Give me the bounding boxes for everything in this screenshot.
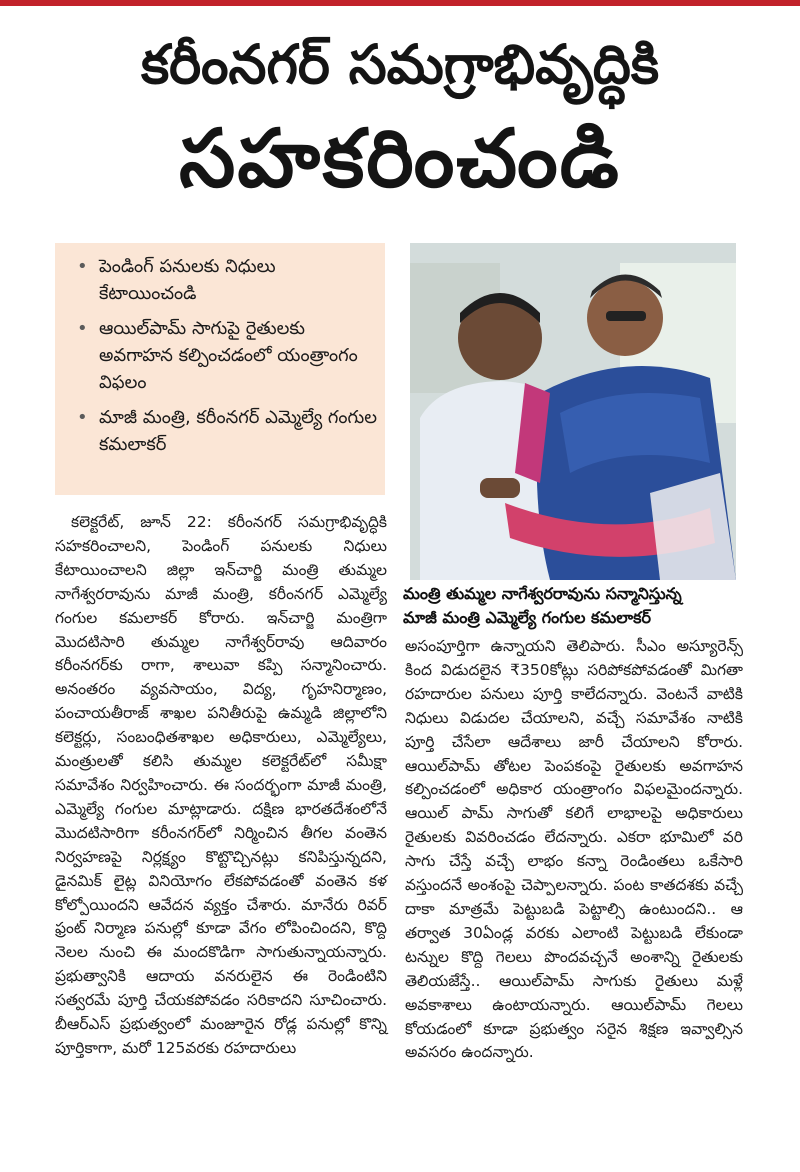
caption-line-2: మాజీ మంత్రి ఎమ్మెల్యే గంగుల కమలాకర్	[403, 608, 651, 627]
news-photo	[410, 243, 736, 580]
article-left-column: కలెక్టరేట్, జూన్ 22: కరీంనగర్ సమగ్రాభివృద్ధికి సహకరించాలని, పెండింగ్ పనులకు నిధులు కేటాయించాలని జిల్లా ఇన్‌చార్జి మంత్రి తుమ్మల నాగేశ్వరరావును మాజీ మంత్రి, కరీంనగర్ ఎమ్మెల్యే గంగుల కమలాకర్ కోరారు. ఇన్‌చార్జి మంత్రిగా మొదటిసారి తుమ్మల నాగేశ్వర్‌రావు ఆదివారం కరీంనగర్‌కు రాగా, శాలువా కప్పి సన్మానించారు. అనంతరం వ్యవసాయం, విద్య, గృహనిర్మాణం, పంచాయతీరాజ్ శాఖల పనితీరుపై ఉమ్మడి జిల్లాలోని కలెక్టర్లు, సంబంధితశాఖల అధికారులు, ఎమ్మెల్యేలు, మంత్రులతో కలిసి తుమ్మల కలెక్టరేట్‌లో సమీక్షా సమావేశం నిర్వహించారు. ఈ సందర్భంగా మాజీ మంత్రి, ఎమ్మెల్యే గంగుల మాట్లాడారు. దక్షిణ భారతదేశంలోనే మొదటిసారిగా కరీంనగర్‌లో నిర్మించిన తీగల వంతెన నిర్వహణపై నిర్లక్ష్యం కొట్టొచ్చినట్లు కనిపిస్తున్నదని, డైనమిక్ లైట్ల వినియోగం లేకపోవడంతో వంతెన కళ కోల్పోయిందని ఆవేదన వ్యక్తం చేశారు. మానేరు రివర్ ఫ్రంట్ నిర్మాణ పనుల్లో కూడా వేగం లోపించిందని, కొద్ది నెలల నుంచి ఈ మందకొడిగా సాగుతున్నాయన్నారు. ప్రభుత్వానికి ఆదాయ వనరులైన ఈ రెండింటిని సత్వరమే పూర్తి చేయకపోవడం సరికాదని సూచించారు. బీఆర్ఎస్ ప్రభుత్వంలో మంజూరైన రోడ్ల పనుల్లో కొన్ని పూర్తికాగా, మరో 125వరకు రహదారులు	[55, 513, 387, 1057]
highlight-item	[77, 404, 377, 458]
top-accent-bar	[0, 0, 800, 6]
headline-line-1: కరీంనగర్ సమగ్రాభివృద్ధికి	[140, 33, 660, 96]
highlight-text: మాజీ మంత్రి, కరీంనగర్ ఎమ్మెల్యే గంగుల కమలాకర్	[99, 407, 378, 455]
bullet-icon: •	[77, 407, 88, 428]
headline	[0, 26, 800, 214]
bullet-icon: •	[77, 318, 88, 339]
bullet-icon: •	[77, 256, 88, 277]
highlight-item	[77, 253, 377, 307]
photo-illustration	[410, 243, 736, 580]
highlights-box	[55, 243, 385, 495]
caption-line-1: మంత్రి తుమ్మల నాగేశ్వరరావును సన్మానిస్తున్న	[403, 584, 682, 603]
highlight-item	[77, 315, 377, 396]
article-right-column: అసంపూర్తిగా ఉన్నాయని తెలిపారు. సీఎం అస్యూరెన్స్ కింద విడుదలైన ₹350కోట్లు సరిపోకపోవడంతో మిగతా రహదారుల పనులు పూర్తి కాలేదన్నారు. వెంటనే వాటికి నిధులు విడుదల చేయాలని, వచ్చే సమావేశం నాటికి పూర్తి చేసేలా ఆదేశాలు జారీ చేయాలని కోరారు. ఆయిల్‌పామ్ తోటల పెంపకంపై రైతులకు అవగాహన కల్పించడంలో అధికార యంత్రాంగం విఫలమైందన్నారు. ఆయిల్ పామ్ సాగుతో కలిగే లాభాలపై అధికారులు రైతులకు వివరించడం లేదన్నారు. ఎకరా భూమిలో వరి సాగు చేస్తే వచ్చే లాభం కన్నా రెండింతలు ఒకేసారి వస్తుందనే అంశంపై చెప్పాలన్నారు. పంట కాతదశకు వచ్చే దాకా మాత్రమే పెట్టుబడి పెట్టాల్సి ఉంటుందని.. ఆ తర్వాత 30ఏండ్ల వరకు ఎలాంటి పెట్టుబడి లేకుండా టన్నుల కొద్ది గెలలు పొందవచ్చనే అంశాన్ని రైతులకు తెలియజేస్తే.. ఆయిల్‌పామ్ సాగుకు రైతులు మళ్లే అవకాశాలు ఉంటాయన్నారు. ఆయిల్‌పామ్ గెలలు కోయడంలో కూడా ప్రభుత్వం సరైన శిక్షణ ఇవ్వాల్సిన అవసరం ఉందన్నారు.	[405, 637, 743, 1062]
headline-line-2: సహకరించండి	[179, 112, 621, 205]
highlight-text: ఆయిల్‌పామ్ సాగుపై రైతులకు అవగాహన కల్పించడంలో యంత్రాంగం విఫలం	[99, 318, 358, 393]
highlights-list	[77, 253, 377, 458]
highlight-text: పెండింగ్ పనులకు నిధులు కేటాయించండి	[99, 256, 276, 304]
photo-caption	[403, 582, 763, 630]
